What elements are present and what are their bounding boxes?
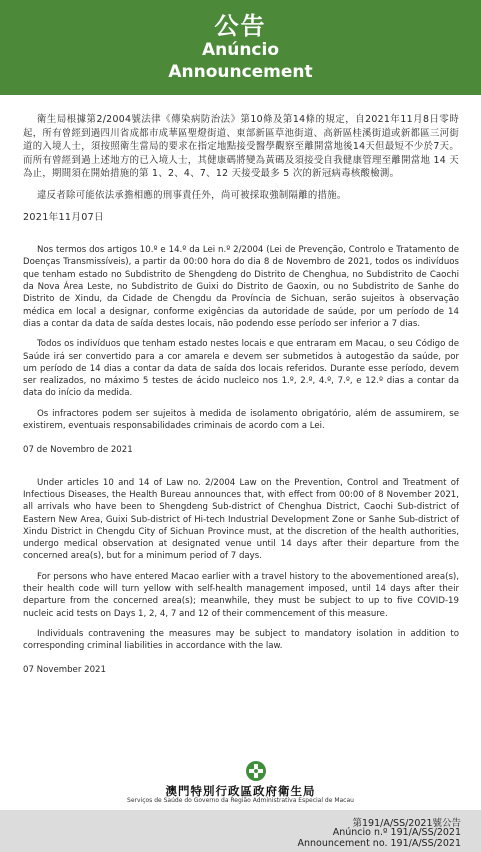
chinese-paragraph-2: 違反者除可能依法承擔相應的刑事責任外，尚可被採取強制隔離的措施。: [37, 189, 347, 201]
title-chinese: 公告: [214, 12, 267, 40]
title-english: Announcement: [168, 62, 313, 82]
organization-name-portuguese: Serviços de Saúde do Governo da Região Administrativa Especial de Macau: [127, 797, 354, 804]
health-bureau-emblem-icon: [245, 760, 267, 782]
portuguese-paragraph-1: Nos termos dos artigos 10.º e 14.º da Lei n.º 2/2004 (Lei de Prevenção, Controlo e Tratamento de Doenças Transmissíveis), a partir da 00:00 hora do dia 8 de Novembro de 2021, todos os indivíduos que tenham estado no Subdistrito de Shengdeng do Distrito de Chenghua, no Subdistrito de Caochi da Nova Área Leste, no Subdistrito de Guixi do Distrito de Gaoxin, ou no Subdistrito de Sanhe do Distrito de Xindu, da Cidade de Chengdu da Província de Sichuan, serão sujeitos à observação médica em local a designar, conforme exigências da autoridade de saúde, por um período de 14 dias a contar da data de saída destes locais, não podendo esse período ser inferior a 7 dias.: [23, 245, 459, 329]
reference-chinese: 第191/A/SS/2021號公告: [352, 818, 461, 829]
reference-english: Announcement no. 191/A/SS/2021: [297, 838, 461, 849]
english-paragraph-3: Individuals contravening the measures may be subject to mandatory isolation in addition to corresponding criminal liabilities in accordance with the law.: [23, 628, 459, 652]
title-portuguese: Anúncio: [201, 40, 280, 60]
chinese-paragraph-1: 衛生局根據第2/2004號法律《傳染病防治法》第10條及第14條的規定，自2021年11月8日零時起，所有曾經到過四川省成都市成華區聖燈街道、東部新區草池街道、高新區桂溪街道或新都區三河街道的入境人士，須按照衛生當局的要求在指定地點接受醫學觀察至離開當地後14天但最短不少於7天。而所有曾經到過上述地方的已入境人士，其健康碼將變為黃碼及須接受自我健康管理至離開當地 14 天為止，期間須在開始措施的第 1、2、4、7、12 天接受最多 5 次的新冠病毒核酸檢測。: [23, 114, 459, 180]
chinese-date: 2021年11月07日: [23, 211, 104, 223]
portuguese-date: 07 de Novembro de 2021: [23, 445, 133, 456]
english-date: 07 November 2021: [23, 665, 106, 676]
announcement-body: [23, 113, 459, 677]
announcement-header: [0, 0, 481, 95]
english-paragraph-1: Under articles 10 and 14 of Law no. 2/2004 Law on the Prevention, Control and Treatment of Infectious Diseases, the Health Bureau announces that, with effect from 00:00 of 8 November 2021, all arrivals who have been to Shengdeng Sub-district of Chenghua District, Caochi Sub-district of Eastern New Area, Guixi Sub-district of Hi-tech Industrial Development Zone or Sanhe Sub-district of Xindu District in Chengdu City of Sichuan Province must, at the discretion of the health authorities, undergo medical observation at designated venue until 14 days after their departure from the concerned area(s), but for a minimum period of 7 days.: [23, 477, 459, 562]
english-paragraph-2: For persons who have entered Macao earlier with a travel history to the abovementioned area(s), their health code will turn yellow with self-health management imposed, until 14 days after their departure from the concerned area(s); meanwhile, they must be subject to up to five COVID-19 nucleic acid tests on Days 1, 2, 4, 7 and 12 of their commencement of this measure.: [23, 571, 459, 619]
reference-portuguese: Anúncio n.º 191/A/SS/2021: [332, 827, 461, 838]
portuguese-paragraph-3: Os infractores podem ser sujeitos à medida de isolamento obrigatório, além de assumirem, se existirem, eventuais responsabilidades criminais de acordo com a Lei.: [23, 408, 459, 432]
portuguese-paragraph-2: Todos os indivíduos que tenham estado nestes locais e que entraram em Macau, o seu Código de Saúde irá ser convertido para a cor amarela e devem ser submetidos à autogestão da saúde, por um período de 14 dias a contar da data de saída dos locais referidos. Durante esse período, devem ser realizados, no máximo 5 testes de ácido nucleico nos 1.º, 2.º, 4.º, 7.º, e 12.º dias a contar da data do início da medida.: [23, 339, 459, 399]
organization-name-chinese: 澳門特別行政區政府衛生局: [165, 784, 316, 798]
